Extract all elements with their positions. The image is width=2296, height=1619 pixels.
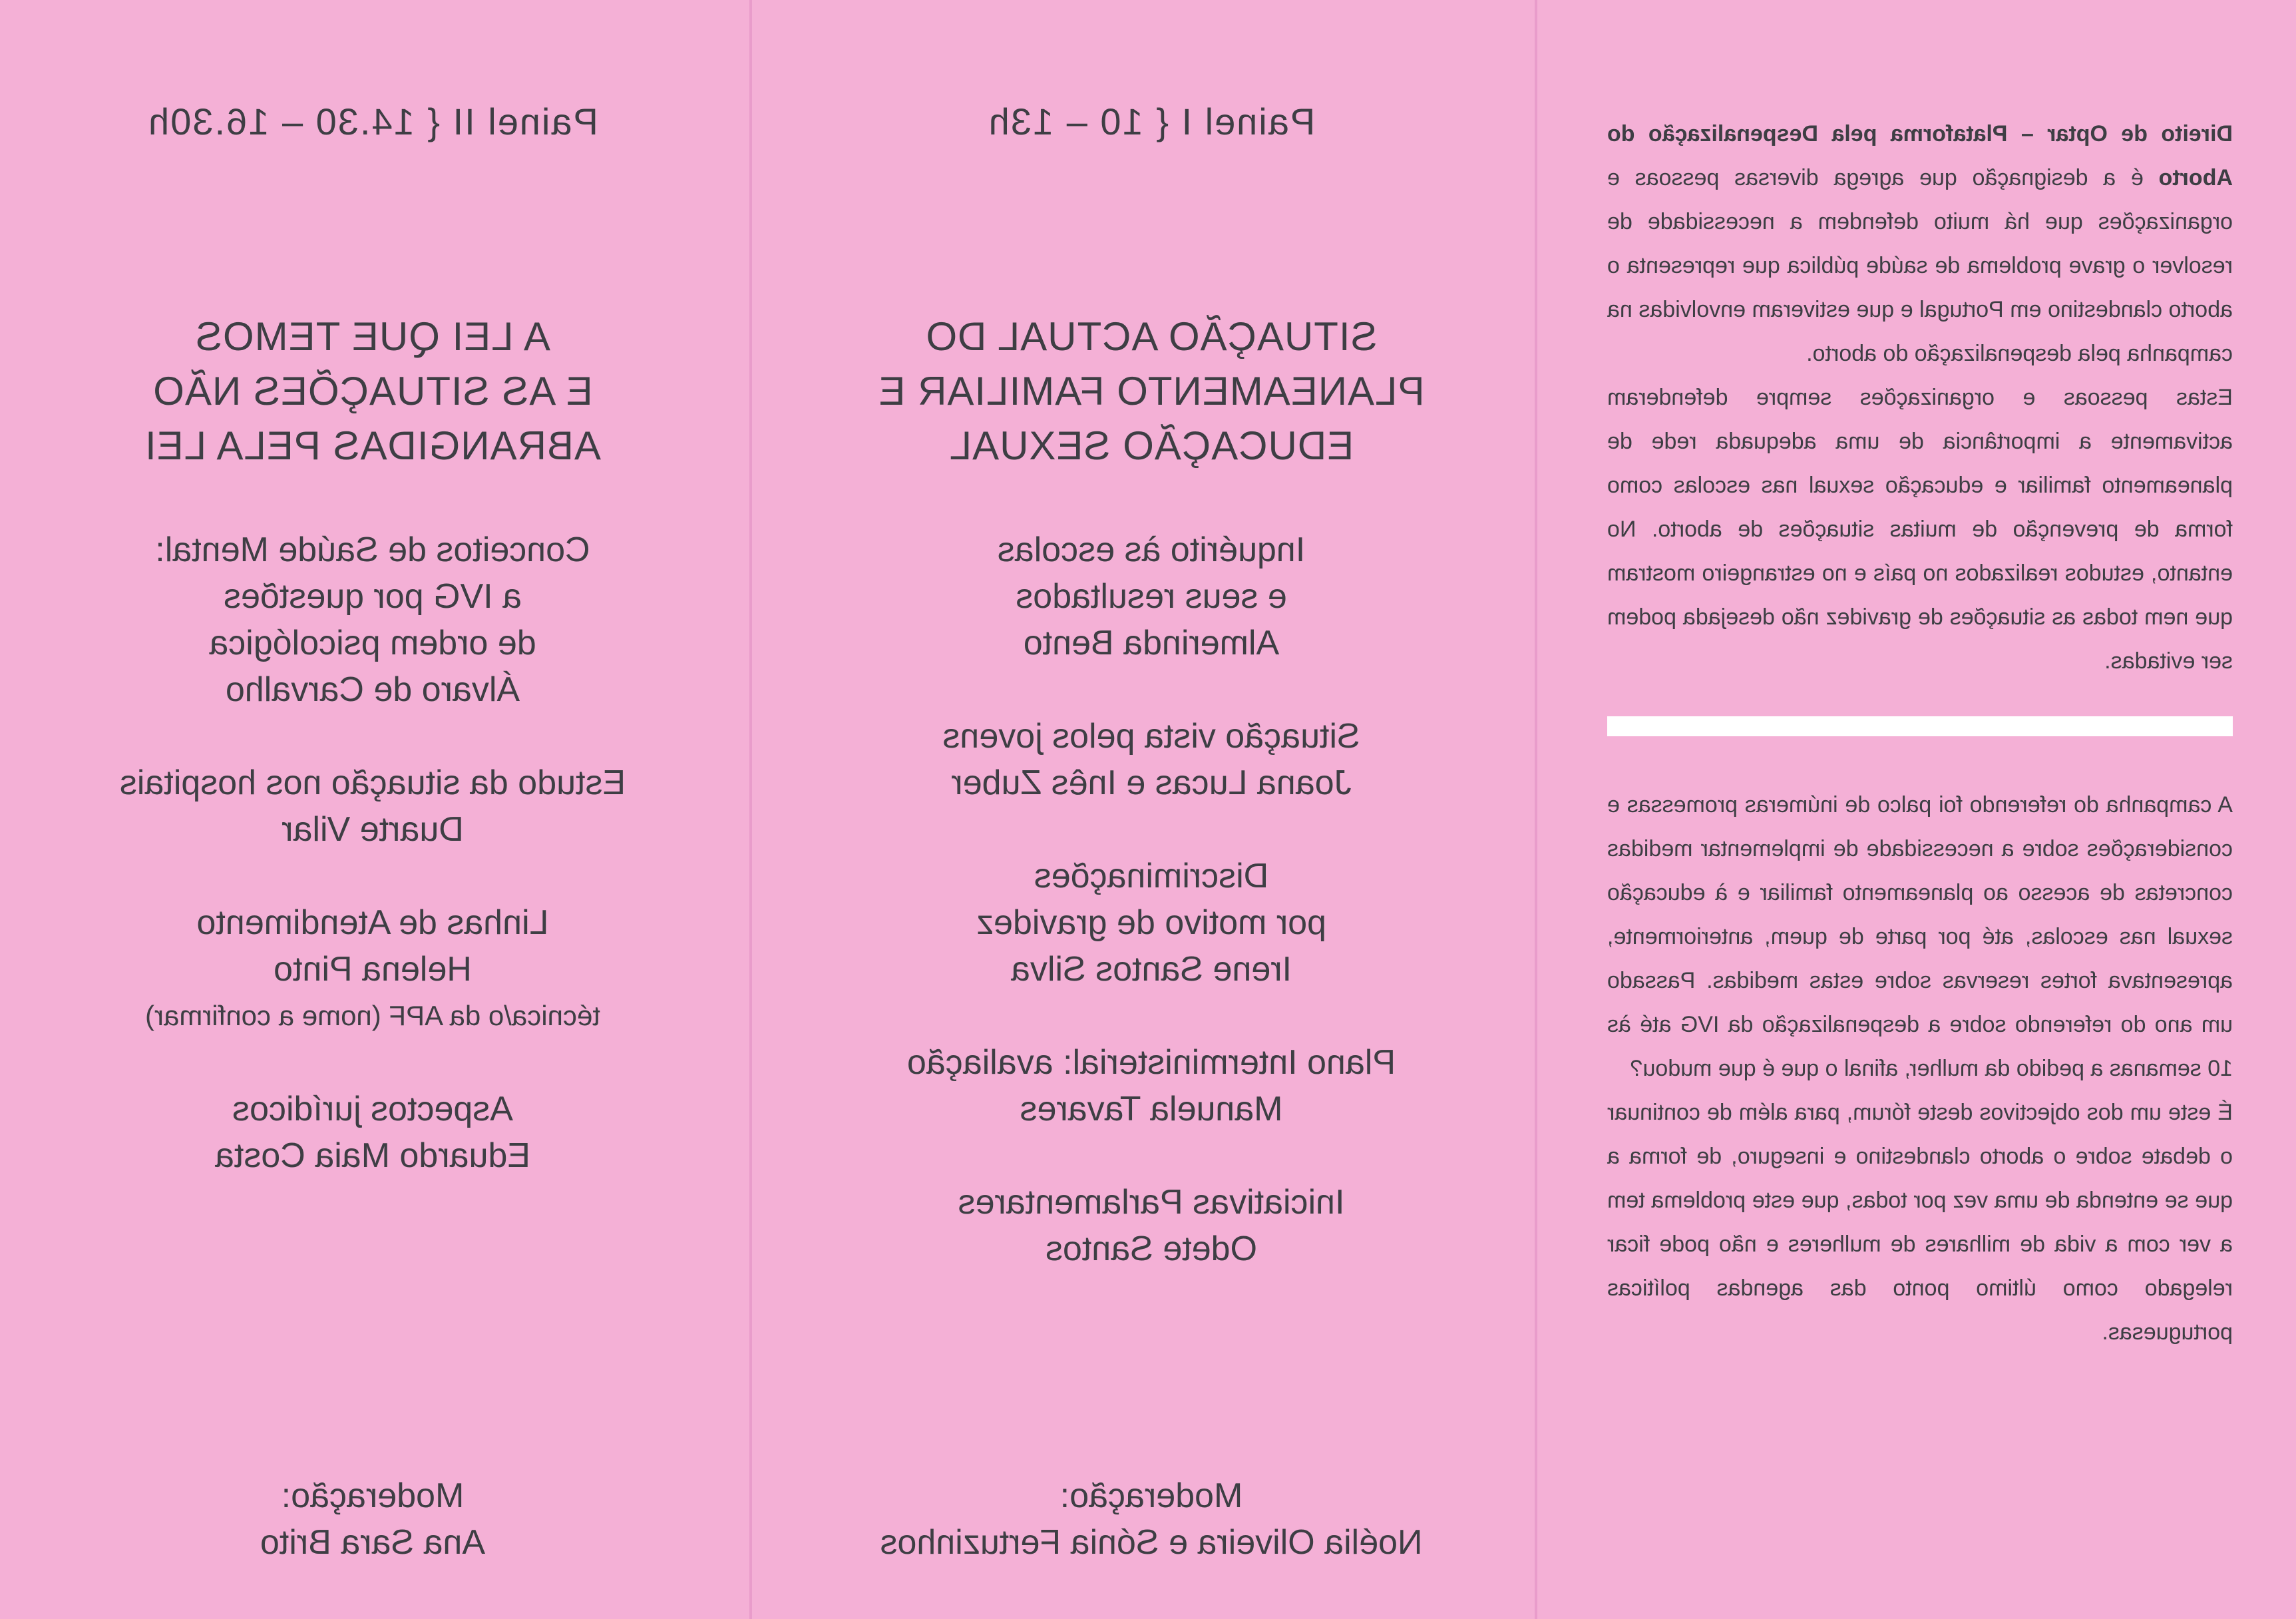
panel-one [799,0,1504,1619]
title-line: ABRANGIDAS PELA LEI [144,423,601,468]
talk-speaker: Álvaro de Carvalho [225,670,520,709]
talk-interministerial-plan [799,1039,1504,1132]
panel-two-header: Painel II { 14.30 – 16.30h [147,101,598,142]
talk-speaker: Almerinda Bento [1023,624,1280,662]
talk-line: a IVG por questões [223,577,522,616]
talk-note: técnica/o da APF (nome a confirmar) [145,1000,600,1031]
title-line: EDUCAÇÃO SEXUAL [948,423,1354,468]
title-line: E AS SITUAÇÕES NÃO [152,369,593,413]
intro-paragraph: Estas pessoas e organizações sempre defenderam activamente a importância de uma adequada rede de planeamento familiar e educação sexual nas escolas como forma de prevenção de muitas situações de aborto. No entanto, estudos realizados no país e no estrangeiro mostram que nem todas as situações de gravidez não desejada podem ser evitadas. [1607,385,2233,674]
moderation-name: Ana Sara Brito [260,1523,486,1562]
intro-paragraph [1607,112,2233,375]
talk-line: Plano Interministerial: avaliação [906,1043,1396,1082]
panel-two-title [40,310,705,473]
title-line: PLANEAMENTO FAMILIAR E [878,369,1425,413]
panel-two-moderation [40,1473,705,1566]
title-line: A LEI QUE TEMOS [194,314,551,359]
talk-line: Estudo da situação nos hospitais [119,764,626,802]
talk-line: Situação vista pelos jovens [942,717,1360,756]
talk-line: Discriminações [1034,857,1269,895]
talk-speaker: Eduardo Maia Costa [214,1136,531,1175]
talk-discrimination [799,853,1504,993]
talk-hospitals [40,760,705,853]
talk-line: Iniciativas Parlamentares [958,1183,1345,1222]
talk-mental-health [40,527,705,713]
talk-speaker: Manuela Tavares [1020,1090,1283,1128]
talk-line: Linhas de Atendimento [196,903,549,942]
separator-bar [1607,716,2233,736]
intro-text: é a designação que agrega diversas pessoas e organizações que há muito defendem a necessidade de resolver o grave problema de saúde pública que representa o aborto clandestino em Portugal e que estiveram envolvidas na campanha pela despenalização do aborto. [1607,165,2233,366]
talk-line: e seus resultados [1016,577,1287,616]
organisation-name: Direito de Optar – Plataforma pela Despenalização do Aborto [1607,121,2233,190]
talk-line: Aspectos jurídicos [232,1090,513,1128]
fold-line-left [749,0,752,1619]
panel-one-header: Painel I { 10 – 13h [987,101,1316,142]
talk-line: Conceitos de Saúde Mental: [155,531,590,569]
talk-legal [40,1086,705,1179]
intro-panel [1607,0,2233,1619]
talk-line: Inquérito às escolas [997,531,1306,569]
talk-schools-survey [799,527,1504,666]
talk-speaker: Helena Pinto [274,950,472,989]
talk-line: por motivo de gravidez [976,903,1327,942]
fold-line-right [1535,0,1537,1619]
moderation-name: Noélia Oliveira e Sónia Fertuzinhos [880,1523,1423,1562]
title-line: SITUAÇÃO ACTUAL DO [925,314,1378,359]
intro-paragraph: A campanha do referendo foi palco de inúmeras promessas e considerações sobre a necessidade de implementar medidas concretas de acesso ao planeamento familiar e à educação sexual nas escolas, até por parte de quem, anteriormente, apresentava fortes reservas sobre estas medidas. Passado um ano do referendo sobre a despenalização da IVG até às 10 semanas a pedido da mulher, afinal o que é que mudou? [1607,792,2233,1081]
talk-helplines [40,899,705,1039]
panel-two [40,0,705,1619]
talk-youth [799,713,1504,806]
talk-speaker: Irene Santos Silva [1010,950,1292,989]
talk-speaker: Odete Santos [1046,1230,1257,1268]
panel-one-title [799,310,1504,473]
talk-speaker: Duarte Vilar [282,810,464,849]
intro-paragraph: É este um dos objectivos deste fórum, para além de continuar o debate sobre o aborto clandestino e inseguro, de forma a que se entenda de uma vez por todas, que este problema tem a ver com a vida de milhares de mulheres e não pode ficar relegado como último ponto das agendas políticas portuguesas. [1607,1100,2233,1345]
moderation-label: Moderação: [1059,1477,1243,1515]
talk-speaker: Joana Lucas e Inês Zuber [951,764,1352,802]
talk-parliament [799,1179,1504,1272]
talk-line: de ordem psicológica [209,624,536,662]
moderation-label: Moderação: [281,1477,465,1515]
panel-one-moderation [799,1473,1504,1566]
